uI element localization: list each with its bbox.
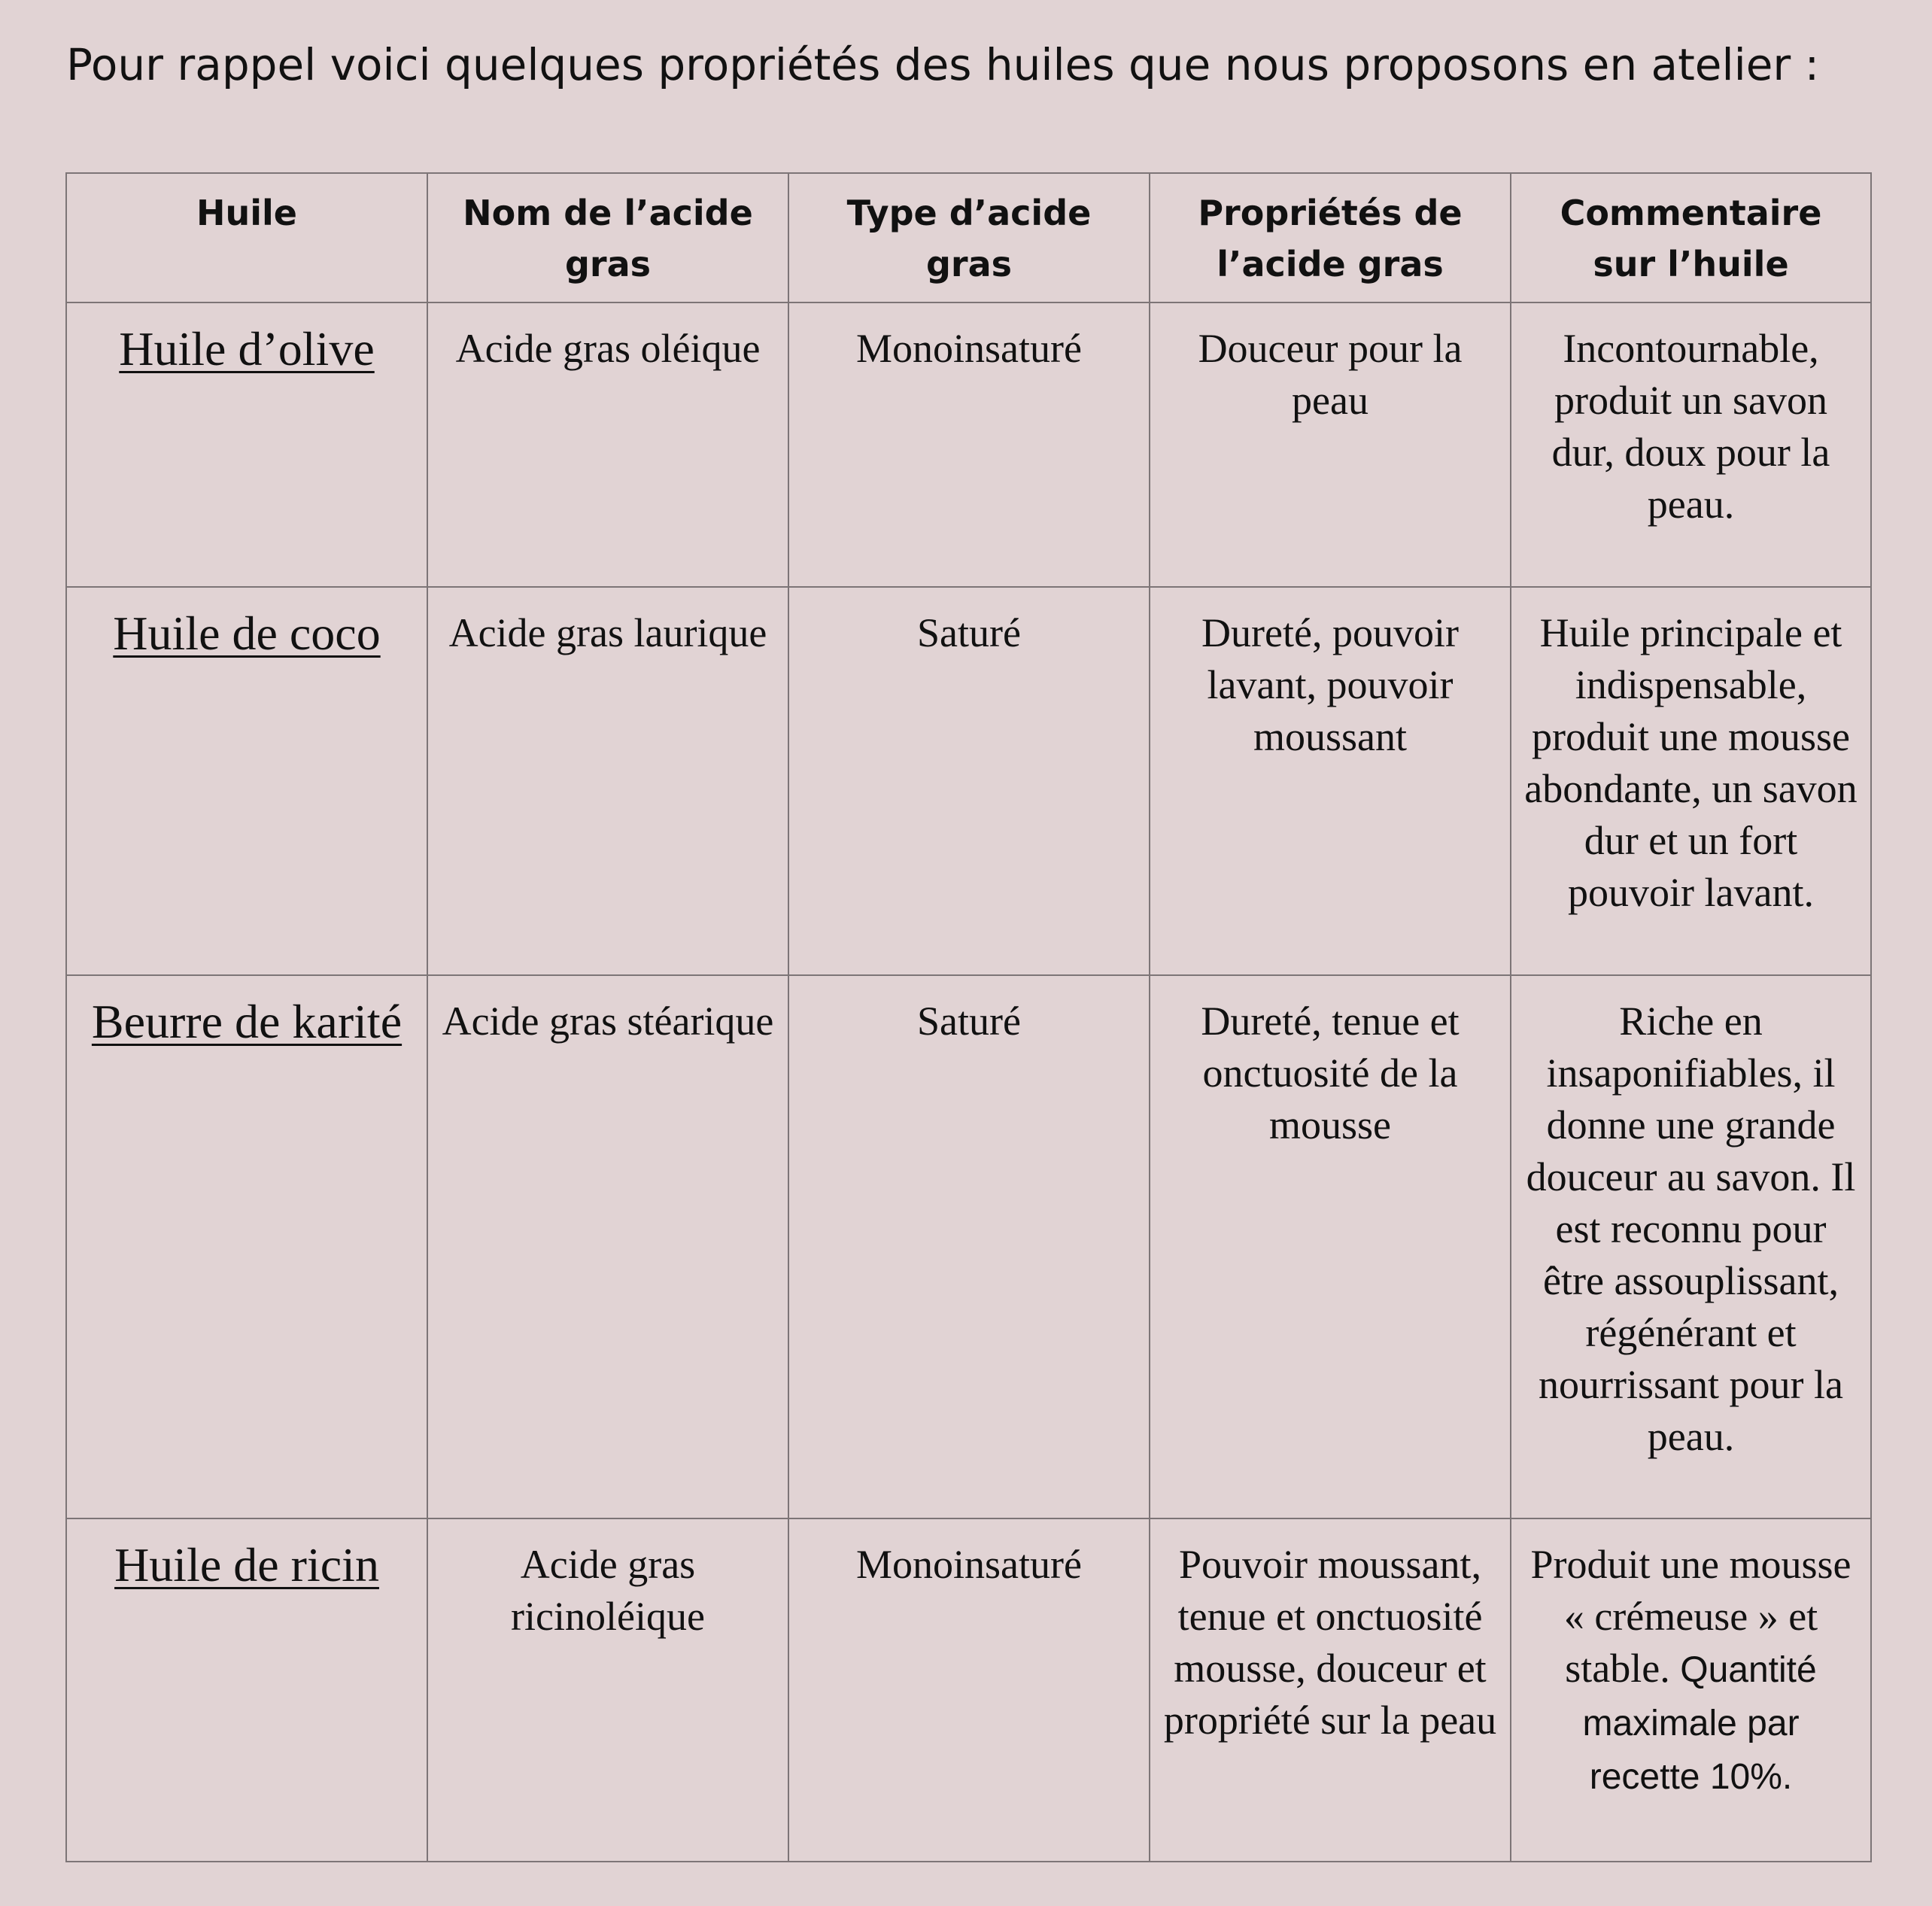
fatty-acid-properties: Pouvoir moussant, tenue et onctuosité mousse, douceur et propriété sur la peau <box>1150 1518 1511 1862</box>
oil-name: Huile d’olive <box>66 302 427 587</box>
fatty-acid-type: Saturé <box>788 587 1150 975</box>
table-row <box>66 587 1871 975</box>
table-row <box>66 302 1871 587</box>
oil-properties-table <box>65 172 1872 1862</box>
table-row <box>66 1518 1871 1862</box>
oil-name: Beurre de karité <box>66 975 427 1518</box>
fatty-acid-properties: Douceur pour la peau <box>1150 302 1511 587</box>
intro-text: Pour rappel voici quelques propriétés des huiles que nous proposons en atelier : <box>66 39 1820 90</box>
header-commentaire: Commentaire sur l’huile <box>1511 173 1871 302</box>
oil-comment <box>1511 1518 1871 1862</box>
fatty-acid-name: Acide gras oléique <box>427 302 788 587</box>
fatty-acid-properties: Dureté, tenue et onctuosité de la mousse <box>1150 975 1511 1518</box>
header-type-acide: Type d’acide gras <box>788 173 1150 302</box>
header-proprietes: Propriétés de l’acide gras <box>1150 173 1511 302</box>
fatty-acid-type: Monoinsaturé <box>788 1518 1150 1862</box>
oil-comment: Huile principale et indispensable, produit une mousse abondante, un savon dur et un fort pouvoir lavant. <box>1511 587 1871 975</box>
fatty-acid-name: Acide gras ricinoléique <box>427 1518 788 1862</box>
oil-comment: Incontournable, produit un savon dur, doux pour la peau. <box>1511 302 1871 587</box>
table-row <box>66 975 1871 1518</box>
oil-comment: Riche en insaponifiables, il donne une grande douceur au savon. Il est reconnu pour être assouplissant, régénérant et nourrissant pour la peau. <box>1511 975 1871 1518</box>
header-nom-acide: Nom de l’acide gras <box>427 173 788 302</box>
fatty-acid-properties: Dureté, pouvoir lavant, pouvoir moussant <box>1150 587 1511 975</box>
table-header-row <box>66 173 1871 302</box>
fatty-acid-name: Acide gras stéarique <box>427 975 788 1518</box>
oil-name: Huile de coco <box>66 587 427 975</box>
fatty-acid-type: Monoinsaturé <box>788 302 1150 587</box>
fatty-acid-name: Acide gras laurique <box>427 587 788 975</box>
header-huile: Huile <box>66 173 427 302</box>
oil-name: Huile de ricin <box>66 1518 427 1862</box>
oil-comment-max-quantity: Quantité maximale par recette 10%. <box>1582 1650 1817 1797</box>
oil-comment-text: Produit une mousse « crémeuse » et stable. <box>1530 1542 1852 1691</box>
fatty-acid-type: Saturé <box>788 975 1150 1518</box>
